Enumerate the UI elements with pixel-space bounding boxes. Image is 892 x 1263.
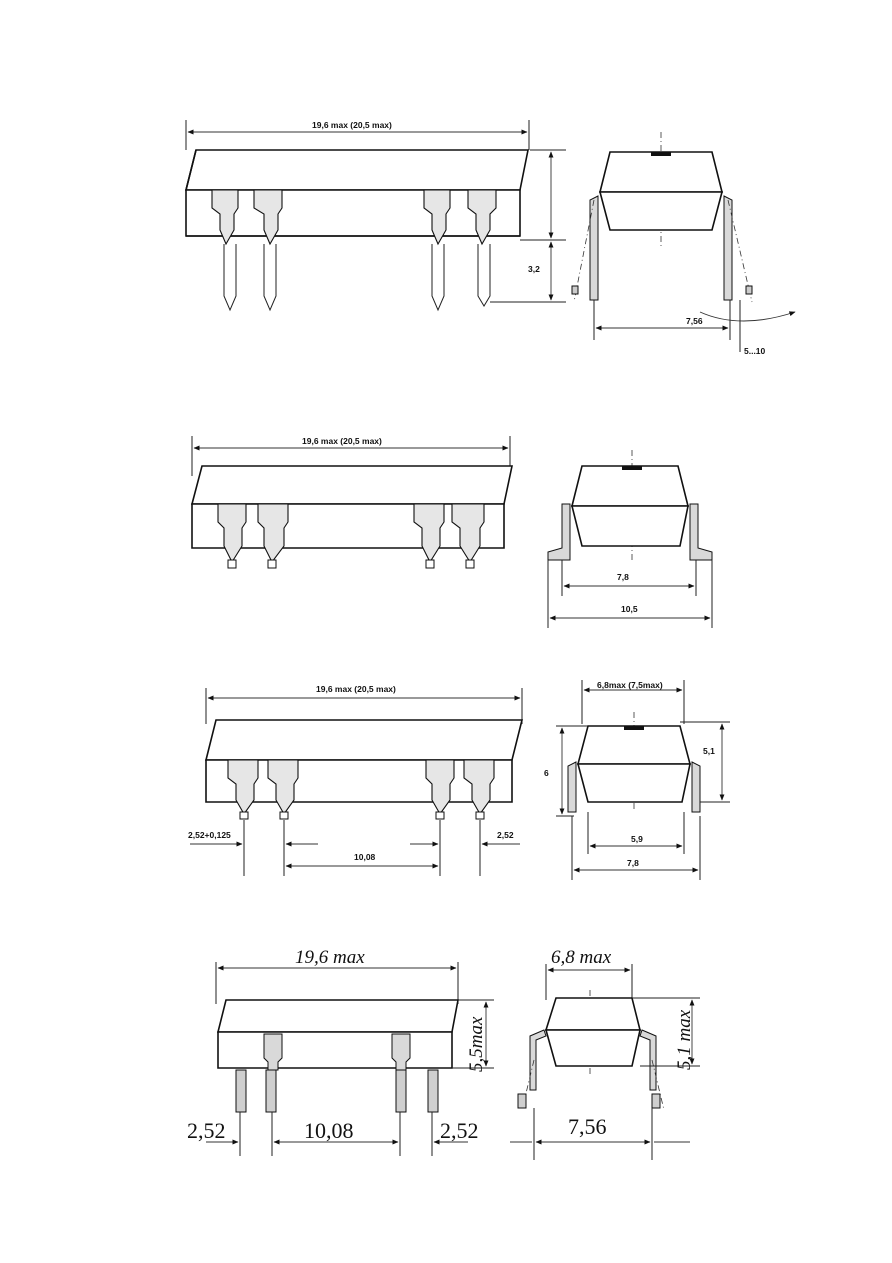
view4-top-width-label: 6,8 max: [551, 947, 612, 968]
view4-span-label: 10,08: [304, 1118, 354, 1143]
view4-length-label: 19,6 max: [295, 947, 365, 968]
view4-width-label: 7,56: [568, 1114, 607, 1139]
view3-end-pitch-label: 2,52: [497, 830, 514, 840]
view4-height-label-side: 5,1 max: [674, 1009, 695, 1070]
view3-pitch-label: 2,52+0,125: [188, 830, 231, 840]
view4-side: [510, 947, 700, 1160]
view2-side: [548, 450, 712, 628]
view3-span-label: 10,08: [354, 852, 376, 862]
view3-front: [188, 684, 522, 876]
view2-outer-width-label: 10,5: [621, 604, 638, 614]
view4-front: [187, 947, 494, 1156]
view1-lead-length-label: 3,2: [528, 264, 540, 274]
view4-height-label: 5,5max: [466, 1016, 487, 1072]
view1-width-label: 7,56: [686, 316, 703, 326]
view3-inner-width-label: 5,9: [631, 834, 643, 844]
view4-pitch-right-label: 2,52: [440, 1118, 479, 1143]
view3-length-label: 19,6 max (20,5 max): [316, 684, 396, 694]
view1-angle-label: 5...10: [744, 346, 766, 356]
view3-outer-width-label: 7,8: [627, 858, 639, 868]
view2-inner-width-label: 7,8: [617, 572, 629, 582]
view1-length-label: 19,6 max (20,5 max): [312, 120, 392, 130]
view3-side: [544, 680, 730, 880]
view2-front: [192, 436, 512, 568]
view4-pitch-left-label: 2,52: [187, 1118, 226, 1143]
view1-front: [186, 120, 566, 310]
view3-body-height-label: 5,1: [703, 746, 715, 756]
view3-height-label: 6: [544, 768, 549, 778]
view3-top-width-label: 6,8max (7,5max): [597, 680, 663, 690]
view2-length-label: 19,6 max (20,5 max): [302, 436, 382, 446]
view1-side: [572, 132, 795, 356]
